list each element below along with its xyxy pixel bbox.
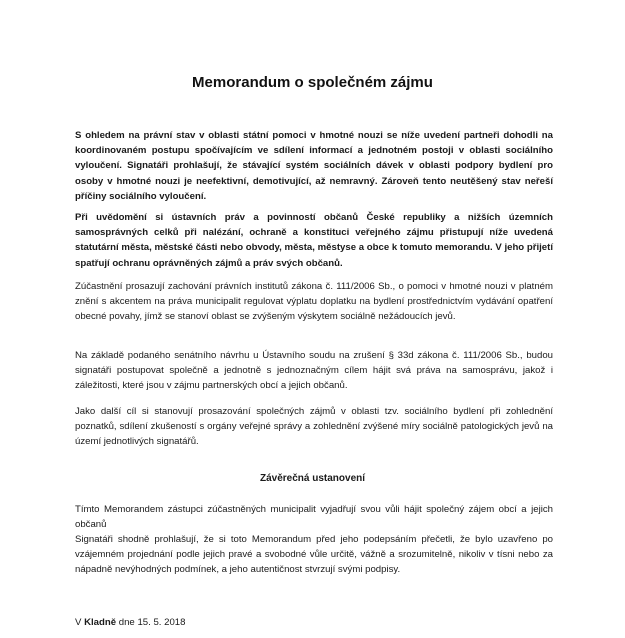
footer-prefix: V xyxy=(75,617,82,628)
paragraph-intro: S ohledem na právní stav v oblasti státní pomoci v hmotné nouzi se níže uvedení partneři dohodli na koordinovaném postupu spočívajícím ve sdílení informací a jednotném postoji v oblasti sociálního vyloučení. Signatáři prohlašují, že stávající systém sociálních dávek v oblasti podpory bydlení pro osoby v hmotné nouzi je neefektivní, demotivující, až nemravný. Zároveň tento neutěšený stav neřeší příčiny sociálního vyloučení. xyxy=(75,130,553,202)
paragraph-closing-declaration: Signatáři shodně prohlašují, že si toto Memorandum před jeho podepsáním přečetli, že bylo uzavřeno po vzájemném projednání podle jejich pravé a svobodné vůle určitě, vážně a srozumitelně, nikoliv v tísni nebo za nápadně nevýhodných podmínek, a jeho autentičnost stvrzují svými podpisy. xyxy=(75,534,553,576)
footer-city: Kladně xyxy=(84,617,117,628)
section-title-final-provisions: Závěrečná ustanovení xyxy=(259,473,366,484)
paragraph-rights: Při uvědomění si ústavních práv a povinností občanů České republiky a nižších územních samosprávných celků při nalézání, ochraně a konstituci veřejného zájmu přistupují níže uvedená statutární města, městské části nebo obvody, města, městyse a obce k tomuto memorandu. V jeho přijetí spatřují ochranu oprávněných zájmů a práv svých občanů. xyxy=(75,212,553,269)
document-title: Memorandum o společném zájmu xyxy=(192,74,433,91)
footer-date-label: dne xyxy=(118,617,135,628)
signature-place-date xyxy=(75,616,185,630)
paragraph-senate-proposal: Na základě podaného senátního návrhu u Ústavního soudu na zrušení § 33d zákona č. 111/2006 Sb., budou signatáři postupovat společně a jednotně s jednoznačným cílem hájit svá práva na samosprávu, jakož i záležitosti, které jsou v zájmu partnerských obcí a jejich občanů. xyxy=(75,350,553,392)
paragraph-closing-intent: Tímto Memorandem zástupci zúčastněných municipalit vyjadřují svou vůli hájit společný zájem obcí a jejich občanů xyxy=(75,504,553,531)
paragraph-social-housing: Jako další cíl si stanovují prosazování společných zájmů v oblasti tzv. sociálního bydlení při zohlednění poznatků, sdílení zkušeností s orgány veřejné správy a zohlednění zvýšené míry sociálně patologických jevů na území jednotlivých signatářů. xyxy=(75,406,553,448)
footer-date: 15. 5. 2018 xyxy=(137,617,186,628)
paragraph-legal-institutes: Zúčastnění prosazují zachování právních institutů zákona č. 111/2006 Sb., o pomoci v hmotné nouzi v platném znění s akcentem na práva municipalit regulovat výplatu doplatku na bydlení prostřednictvím vydávání opatření obecné povahy, jímž se stanoví oblast se zvýšeným výskytem sociálně nežádoucích jevů. xyxy=(75,281,553,323)
